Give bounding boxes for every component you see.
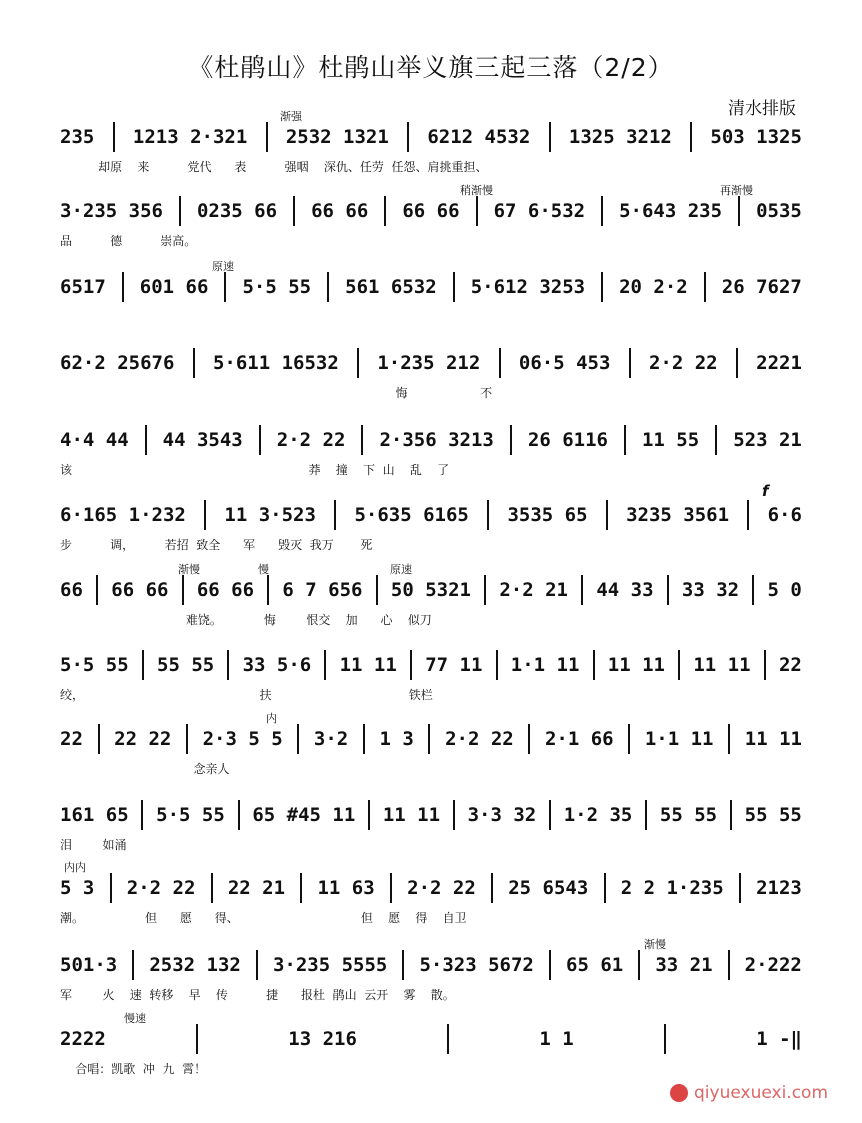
lyrics-line: 潮。 但 愿 得、 但 愿 得 自卫 [60,911,467,925]
measure: 62·2 25676 [60,352,175,374]
notation-line [60,1024,802,1054]
measure: 20 2·2 [619,276,688,298]
bar-line [487,500,489,530]
bar-line [484,575,486,605]
measure: 55 55 [157,654,215,676]
measure: 66 66 [196,579,255,601]
bar-line [638,950,640,980]
tempo-mark: 稍渐慢 [460,184,493,197]
bar-line [224,272,226,302]
tempo-mark: f [762,482,769,500]
bar-line [238,800,240,830]
measure: 66 66 [402,200,460,222]
tempo-mark: 内 [266,712,277,725]
notation-line [60,272,802,302]
bar-line [730,800,732,830]
measure: 65 #45 11 [252,804,356,826]
bar-line [736,348,738,378]
bar-line [267,575,269,605]
watermark-text: qiyuexuexi.com [694,1083,828,1103]
measure: 2·356 3213 [379,429,494,451]
measure: 6212 4532 [427,126,531,148]
bar-line [361,425,363,455]
bar-line [476,196,478,226]
bar-line [629,348,631,378]
measure: 50 5321 [390,579,471,601]
beam-underline [60,831,802,833]
beam-underline [60,379,802,381]
bar-line [297,724,299,754]
measure: 22 21 [227,877,286,899]
beam-underline [60,227,802,229]
bar-line [179,196,181,226]
bar-line [142,650,144,680]
lyrics-line: 步 调， 若招 致全 军 毁灭 我万 死 [60,538,373,552]
bar-line [132,950,134,980]
bar-line [764,650,766,680]
bar-line [549,800,551,830]
measure: 06·5 453 [518,352,611,374]
measure: 25 6543 [508,877,589,899]
bar-line [678,650,680,680]
bar-line [145,425,147,455]
measure: 1 -‖ [756,1028,802,1050]
bar-line [204,500,206,530]
measure: 11 11 [744,728,802,750]
bar-line [664,1024,666,1054]
beam-underline [60,531,802,533]
measure: 33 21 [655,954,713,976]
bar-line [690,122,692,152]
bar-line [739,873,741,903]
bar-line [606,500,608,530]
measure: 2532 1321 [285,126,389,148]
measure: 66 66 [311,200,369,222]
measure: 5·611 16532 [212,352,339,374]
bar-line [376,575,378,605]
measure: 33 32 [681,579,740,601]
bar-line [549,950,551,980]
measure: 2·222 [744,954,802,976]
bar-line [300,873,302,903]
lyrics-line: 却原 来 党代 表 强咽 深仇、任劳 任怨、肩挑重担、 [60,160,488,174]
measure: 5·5 55 [156,804,225,826]
tempo-mark: 渐慢 [178,563,200,576]
bar-line [98,724,100,754]
lyrics-line: 合唱：凯歌 冲 九 霄！ [60,1062,207,1076]
measure: 1·1 11 [510,654,580,676]
measure: 11 63 [317,877,375,899]
measure: 2·2 22 [276,429,346,451]
bar-line [113,122,115,152]
lyrics-line: 军 火 速 转移 早 传 捷 报杜 鹃山 云开 雾 散。 [60,988,455,1002]
bar-line [363,724,365,754]
beam-underline [60,1055,802,1057]
tempo-mark: 渐慢 [644,938,666,951]
bar-line [628,724,630,754]
measure: 2 2 1·235 [620,877,724,899]
measure: 65 61 [566,954,624,976]
measure: 161 65 [60,804,129,826]
measure: 11 3·523 [224,504,316,526]
measure: 3235 3561 [626,504,730,526]
measure: 3·235 5555 [272,954,388,976]
bar-line [752,575,754,605]
page-title: 《杜鹃山》杜鹃山举义旗三起三落（2/2） [188,53,674,82]
bar-line [604,873,606,903]
measure: 5·612 3253 [470,276,586,298]
notation-line [60,650,802,680]
bar-line [293,196,295,226]
tempo-mark: 原速 [212,260,234,273]
tempo-mark: 再渐慢 [720,184,753,197]
measure: 561 6532 [345,276,437,298]
bar-line [211,873,213,903]
measure: 501·3 [60,954,118,976]
measure: 67 6·532 [493,200,586,222]
measure: 22 22 [114,728,172,750]
notation-line [60,425,802,455]
lyrics-line: 念亲人 [60,762,230,776]
bar-line [256,950,258,980]
bar-line [402,950,404,980]
measure: 1·235 212 [377,352,481,374]
watermark [670,1083,828,1103]
lyrics-line: 难饶。 悔 恨交 加 心 似刀 [60,613,432,627]
measure: 2·2 22 [407,877,476,899]
measure: 22 [778,654,802,676]
measure: 11 11 [607,654,665,676]
lyrics-line: 该 莽 撞 下 山 乱 了 [60,463,450,477]
bar-line [453,272,455,302]
beam-underline [60,755,802,757]
measure: 1213 2·321 [132,126,248,148]
bar-line [141,800,143,830]
measure: 235 [60,126,95,148]
bar-line [334,500,336,530]
measure: 11 11 [339,654,397,676]
bar-line [357,348,359,378]
measure: 11 55 [641,429,700,451]
measure: 2·2 22 [126,877,196,899]
measure: 0535 [756,200,802,222]
tempo-mark: 渐强 [280,110,302,123]
notation-line [60,122,802,152]
measure: 26 7627 [721,276,802,298]
bar-line [182,575,184,605]
lyrics-line: 泪 如涌 [60,838,127,852]
measure: 6·165 1·232 [60,504,186,526]
bar-line [96,575,98,605]
measure: 26 6116 [527,429,608,451]
measure: 3·3 32 [467,804,537,826]
bar-line [122,272,124,302]
lyrics-line: 品 德 崇高。 [60,234,197,248]
measure: 3·2 [313,728,349,750]
measure: 2·1 66 [544,728,614,750]
bar-line [593,650,595,680]
measure: 2·2 22 [648,352,718,374]
measure: 1 3 [379,728,414,750]
bar-line [193,348,195,378]
measure: 55 55 [659,804,718,826]
bar-line [624,425,626,455]
bar-line [368,800,370,830]
measure: 523 21 [733,429,802,451]
bar-line [549,122,551,152]
bar-line [728,950,730,980]
measure: 4·4 44 [60,429,129,451]
bar-line [581,575,583,605]
tempo-mark: 原速 [390,563,412,576]
beam-underline [60,456,802,458]
measure: 55 55 [744,804,802,826]
bar-line [390,873,392,903]
bar-line [266,122,268,152]
measure: 5·635 6165 [354,504,469,526]
beam-underline [60,153,802,155]
measure: 44 33 [596,579,654,601]
beam-underline [60,303,802,305]
bar-line [324,650,326,680]
lyrics-line: 绞， 扶 铁栏 [60,688,433,702]
watermark-icon [670,1084,688,1102]
bar-line [738,196,740,226]
bar-line [667,575,669,605]
measure: 1325 3212 [568,126,672,148]
bar-line [704,272,706,302]
bar-line [747,500,749,530]
tempo-mark: 慢 [258,563,269,576]
measure: 3535 65 [507,504,588,526]
bar-line [491,873,493,903]
measure: 13 216 [288,1028,357,1050]
notation-line [60,348,802,378]
bar-line [110,873,112,903]
notation-line [60,950,802,980]
bar-line [728,724,730,754]
measure: 22 [60,728,83,750]
measure: 6 7 656 [282,579,363,601]
measure: 2532 132 [149,954,241,976]
bar-line [407,122,409,152]
bar-line [601,196,603,226]
typesetter-credit: 清水排版 [728,99,796,119]
measure: 66 [60,579,83,601]
notation-line [60,724,802,754]
bar-line [645,800,647,830]
measure: 6·6 [767,504,802,526]
bar-line [428,724,430,754]
measure: 44 3543 [162,429,243,451]
measure: 5 0 [767,579,802,601]
bar-line [227,650,229,680]
bar-line [410,650,412,680]
notation-line [60,873,802,903]
measure: 601 66 [139,276,209,298]
bar-line [601,272,603,302]
measure: 33 5·6 [242,654,312,676]
bar-line [510,425,512,455]
beam-underline [60,904,802,906]
measure: 1 1 [539,1028,574,1050]
measure: 2·2 22 [445,728,514,750]
bar-line [186,724,188,754]
bar-line [496,650,498,680]
bar-line [528,724,530,754]
measure: 5·5 55 [242,276,312,298]
bar-line [196,1024,198,1054]
measure: 2·3 5 5 [202,728,283,750]
measure: 6517 [60,276,106,298]
bar-line [259,425,261,455]
measure: 3·235 356 [60,200,163,222]
notation-line [60,800,802,830]
measure: 1·2 35 [563,804,633,826]
bar-line [499,348,501,378]
notation-line [60,575,802,605]
beam-underline [60,981,802,983]
measure: 5·5 55 [60,654,129,676]
notation-line [60,500,802,530]
beam-underline [60,606,802,608]
measure: 503 1325 [710,126,802,148]
measure: 2221 [756,352,802,374]
measure: 5·323 5672 [419,954,534,976]
measure: 0235 66 [196,200,278,222]
measure: 2222 [60,1028,106,1050]
measure: 77 11 [425,654,483,676]
bar-line [447,1024,449,1054]
measure: 2123 [756,877,802,899]
lyrics-line: 悔 不 [60,386,493,400]
bar-line [715,425,717,455]
tempo-mark: 内内 [64,861,86,874]
measure: 5·643 235 [619,200,723,222]
measure: 2·2 21 [499,579,568,601]
measure: 5 3 [60,877,95,899]
bar-line [453,800,455,830]
measure: 11 11 [382,804,441,826]
measure: 1·1 11 [644,728,714,750]
bar-line [327,272,329,302]
notation-line [60,196,802,226]
measure: 11 11 [693,654,751,676]
measure: 66 66 [111,579,169,601]
bar-line [384,196,386,226]
beam-underline [60,681,802,683]
tempo-mark: 慢速 [124,1012,146,1025]
